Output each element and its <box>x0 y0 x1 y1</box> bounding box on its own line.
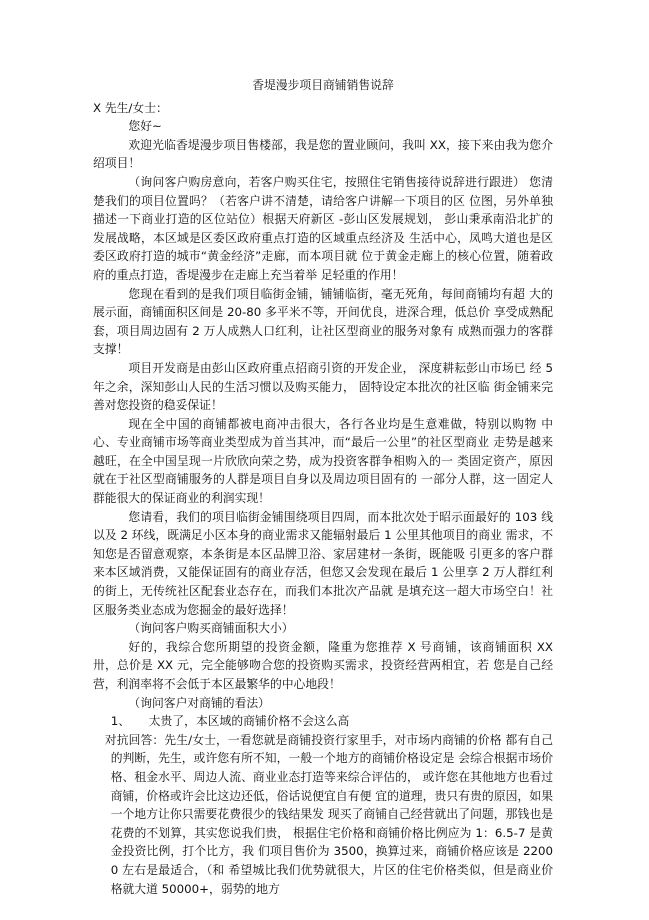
note-view-question: （询问客户对商铺的看法） <box>128 695 270 710</box>
objection-answer: 对抗回答：先生/女士，一看您就是商铺投资行家里手，对市场内商铺的价格 都有自己的判断，先生，或许您有所不知，一般一个地方的商铺价格设定是 会综合根据市场价格、租金水平、周边人流、商业业态打造等来综合评估的， 或许您在其他地方也看过商铺，价格或许会比这边还低，俗话说便宜自有便 宜的道理，贵只有贵的原因，如果一个地方让你只需要花费很少的钱结果发 现买了商铺自己经营就出了问题，那钱也是花费的不划算，其实您说我们贵， 根据住宅价格和商铺价格比例应为 1：6.5-7 是黄金投资比例，打个比方，我 们项目售价为 3500，换算过来，商铺价格应该是 22000 左右是最适合，（和 希望城比我们优势就很大，片区的住宅价格类似，但是商业价格就大道 50000+，弱势的地方 <box>104 732 553 896</box>
paragraph-location: （询问客户购房意向，若客户购买住宅，按照住宅销售接待说辞进行跟进） 您清楚我们的项目位置吗？（若客户讲不清楚，请给客户讲解一下项目的区 位图，另外单独描述一下商业打造的区位站位）根据天府新区 -彭山区发展规划， 彭山秉承南沿北扩的发展战略，本区域是区委区政府重点打造的区域重点经济及 生活中心，凤鸣大道也是区委区政府打造的城市“黄金经济”走廊，而本项目就 位于黄金走廊上的核心位置，随着政府的重点打造，香堤漫步在走廊上充当着举 足轻重的作用！ <box>93 174 553 282</box>
objection-number: 1、 <box>110 714 130 729</box>
document-page <box>93 76 553 898</box>
hello-line: 您好~ <box>128 119 162 134</box>
greeting: X 先生/女士： <box>93 100 168 115</box>
paragraph-shops: 您现在看到的是我们项目临街金铺，铺铺临街，毫无死角，每间商铺均有超 大的展示面，商铺面积区间是 20-80 多平米不等，开间优良，进深合理，低总价 享受成熟配套，项目周边固有 2 万人成熟人口红利，让社区型商业的服务对象有 成熟而强力的客群支撑！ <box>93 286 554 357</box>
paragraph-developer: 项目开发商是由彭山区政府重点招商引资的开发企业， 深度耕耘彭山市场已 经 5 年之余，深知彭山人民的生活习惯以及购买能力， 固特设定本批次的社区临 街金铺来完善对您投资的稳妥保证！ <box>93 360 553 413</box>
paragraph-recommend: 好的，我综合您所期望的投资金额，隆重为您推荐 X 号商铺，该商铺面积 XX 卅，总价是 XX 元，完全能够吻合您的投资购买需求，投资经营两相宜，若 您是自己经营，利润率将不会低于本区最繁华的中心地段！ <box>93 639 553 691</box>
paragraph-market: 现在全中国的商铺都被电商冲击很大，各行各业均是生意难做，特别以购物 中心、专业商铺市场等商业类型成为首当其冲，而“最后一公里”的社区型商业 走势是越来越旺，在全中国呈现一片欣欣向荣之势，成为投资客群争相购入的一 类固定资产，原因就在于社区型商铺服务的人群是项目自身以及周边项目固有的 一部分人群，这一固定人群能很大的保证商业的利润实现！ <box>93 416 553 506</box>
document-title: 香堤漫步项目商铺销售说辞 <box>252 78 394 92</box>
paragraph-welcome: 欢迎光临香堤漫步项目售楼部，我是您的置业顾问，我叫 XX，接下来由我为您介绍项目！ <box>93 137 553 171</box>
objection-item <box>93 712 553 731</box>
paragraph-street: 您请看，我们的项目临街金铺围绕项目四周，而本批次处于昭示面最好的 103 线以及 2 环线，既满足小区本身的商业需求又能辐射最后 1 公里其他项目的商业 需求，不知您是否留意观察，本条街是本区品牌卫浴、家居建材一条街，既能吸 引更多的客户群来本区域消费，又能保证固有的商业存活，但您又会发现在最后 1 公里享 2 万人群红利的街上，无传统社区配套业态存在，而我们本批次产品就 是填充这一超大市场空白！社区服务类业态成为您掘金的最好选择！ <box>93 509 553 617</box>
objection-title: 太贵了，本区域的商铺价格不会这么高 <box>148 714 350 729</box>
note-area-question: （询问客户购买商铺面积大小） <box>128 621 294 636</box>
